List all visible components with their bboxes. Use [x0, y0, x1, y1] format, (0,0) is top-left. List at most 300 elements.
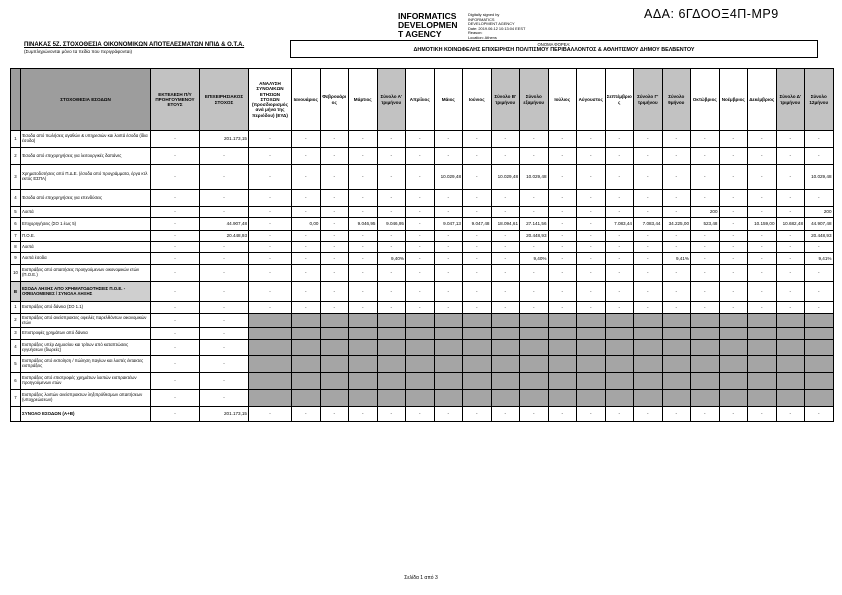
row-label: Εισπράξεις λοιπών ανείσπρακτων ληξιπρόθεσμων απαιτήσεων (υποχρεώσεων) [21, 390, 151, 407]
value-cell: - [748, 282, 777, 302]
value-cell: - [577, 265, 606, 282]
blocked-cell [520, 314, 549, 328]
value-cell: - [377, 131, 406, 148]
row-number: 5 [11, 356, 21, 373]
blocked-cell [292, 390, 321, 407]
column-header: Σύνολο Α' τριμήνου [377, 69, 406, 131]
value-cell: - [406, 131, 435, 148]
value-cell: - [151, 407, 200, 422]
value-cell: 201.173,15 [200, 131, 249, 148]
stamp-signature-line: Digitally signed by [468, 12, 500, 17]
column-header: Οκτώβριος [691, 69, 720, 131]
value-cell: - [377, 407, 406, 422]
value-cell: - [719, 242, 748, 253]
blocked-cell [748, 340, 777, 356]
value-cell: - [151, 328, 200, 340]
value-cell: - [719, 282, 748, 302]
blocked-cell [662, 314, 691, 328]
row-label: Χρηματοδοτήσεις από Π.Δ.Ε. (έσοδα από προγράμματα, έργα κτλ εκτός ΕΣΠΑ) [21, 165, 151, 190]
value-cell: - [320, 190, 349, 207]
value-cell: 9,40% [377, 253, 406, 265]
value-cell: - [463, 407, 492, 422]
value-cell: - [292, 265, 321, 282]
blocked-cell [349, 314, 378, 328]
table-row [11, 218, 834, 231]
value-cell: - [719, 131, 748, 148]
value-cell: - [634, 190, 663, 207]
blocked-cell [776, 390, 805, 407]
blocked-cell [349, 328, 378, 340]
value-cell: - [520, 265, 549, 282]
value-cell: - [548, 407, 577, 422]
value-cell: - [349, 190, 378, 207]
value-cell: 9.046,95 [349, 218, 378, 231]
value-cell: - [406, 218, 435, 231]
stamp-signature-details [468, 12, 540, 41]
value-cell: - [200, 265, 249, 282]
row-label: Π.Ο.Ε. [21, 231, 151, 242]
value-cell: - [491, 131, 520, 148]
value-cell: - [491, 282, 520, 302]
blocked-cell [577, 390, 606, 407]
income-targets-header: ΣΤΟΧΟΘΕΣΙΑ ΕΣΟΔΩΝ [21, 69, 151, 131]
value-cell: 34.225,00 [662, 218, 691, 231]
value-cell: - [577, 231, 606, 242]
row-label: Λοιπά [21, 207, 151, 218]
blocked-cell [548, 340, 577, 356]
blocked-cell [463, 314, 492, 328]
table-row [11, 190, 834, 207]
row-label: Έσοδα από πωλήσεις αγαθών & υπηρεσιών και λοιπά έσοδα (ίδια έσοδα) [21, 131, 151, 148]
value-cell: 18.094,61 [491, 218, 520, 231]
blocked-cell [491, 373, 520, 390]
value-cell: - [406, 253, 435, 265]
value-cell: - [605, 131, 634, 148]
value-cell: - [577, 165, 606, 190]
blocked-cell [719, 373, 748, 390]
value-cell: - [605, 282, 634, 302]
value-cell: 200 [691, 207, 720, 218]
blocked-cell [605, 328, 634, 340]
blocked-cell [748, 390, 777, 407]
stamp-agency-line: T AGENCY [398, 29, 442, 39]
value-cell: - [377, 242, 406, 253]
blocked-cell [491, 314, 520, 328]
value-cell: - [200, 165, 249, 190]
value-cell: - [200, 340, 249, 356]
value-cell: - [434, 207, 463, 218]
value-cell: - [662, 148, 691, 165]
stamp-agency-name [398, 12, 464, 41]
value-cell: - [249, 265, 292, 282]
value-cell: 9,40% [520, 253, 549, 265]
blocked-cell [463, 328, 492, 340]
value-cell: - [634, 302, 663, 314]
value-cell: - [662, 131, 691, 148]
value-cell: - [776, 253, 805, 265]
blocked-cell [691, 314, 720, 328]
value-cell: - [662, 231, 691, 242]
value-cell: - [349, 282, 378, 302]
blocked-cell [805, 356, 834, 373]
column-header: Απρίλιος [406, 69, 435, 131]
table-row [11, 356, 834, 373]
blocked-cell [377, 356, 406, 373]
value-cell: - [151, 282, 200, 302]
value-cell: - [249, 282, 292, 302]
value-cell: - [249, 207, 292, 218]
blocked-cell [520, 328, 549, 340]
value-cell: - [691, 190, 720, 207]
targets-table [10, 68, 834, 422]
row-label: Λοιπά έσοδα [21, 253, 151, 265]
stamp-signature-line: DEVELOPMENT AGENCY [468, 21, 515, 27]
value-cell: - [463, 282, 492, 302]
value-cell: - [200, 207, 249, 218]
stamp-signature-line: Reason: [468, 30, 483, 36]
value-cell: - [292, 207, 321, 218]
value-cell: - [776, 302, 805, 314]
row-label: Εισπράξεις από ανείσπρακτες οφειλές παρελθόντων οικονομικών ετών [21, 314, 151, 328]
value-cell: - [719, 148, 748, 165]
value-cell: - [320, 218, 349, 231]
table-row [11, 207, 834, 218]
value-cell: - [805, 302, 834, 314]
blocked-cell [406, 314, 435, 328]
value-cell: - [320, 207, 349, 218]
value-cell: - [577, 190, 606, 207]
value-cell: - [719, 253, 748, 265]
blocked-cell [434, 340, 463, 356]
row-label: Εισπράξεις υπέρ Δημοσίου και τρίτων από καταπτώσεις εγγυήσεων (δωρεές) [21, 340, 151, 356]
value-cell: - [349, 207, 378, 218]
value-cell: - [463, 265, 492, 282]
row-number: 6 [11, 373, 21, 390]
value-cell: - [520, 242, 549, 253]
blocked-cell [719, 390, 748, 407]
value-cell: - [249, 148, 292, 165]
blocked-cell [605, 373, 634, 390]
value-cell: - [377, 148, 406, 165]
row-number: 8 [11, 242, 21, 253]
blocked-cell [748, 356, 777, 373]
value-cell: - [463, 242, 492, 253]
blocked-cell [520, 373, 549, 390]
row-number: 7 [11, 390, 21, 407]
page-subtitle: (Συμπληρώνονται μόνο τα πεδία που περιγράφονται) [24, 49, 132, 54]
value-cell: - [805, 190, 834, 207]
value-cell: - [805, 148, 834, 165]
blocked-cell [520, 390, 549, 407]
value-cell: - [406, 302, 435, 314]
value-cell: - [548, 190, 577, 207]
value-cell: 9,41% [805, 253, 834, 265]
blocked-cell [491, 340, 520, 356]
value-cell: - [349, 165, 378, 190]
row-number: 1 [11, 302, 21, 314]
blocked-cell [805, 390, 834, 407]
value-cell: 20.448,93 [520, 231, 549, 242]
value-cell: - [320, 131, 349, 148]
blocked-cell [548, 356, 577, 373]
ada-code: ΑΔΑ: 6ΓΔΟΟΞ4Π-ΜΡ9 [644, 7, 779, 21]
value-cell: 200 [805, 207, 834, 218]
value-cell: - [634, 131, 663, 148]
value-cell: - [776, 407, 805, 422]
row-label: Εισπράξεις από απαιτήσεις προηγούμενων οικονομικών ετών (Π.Ο.Ε.) [21, 265, 151, 282]
value-cell: - [151, 242, 200, 253]
blocked-cell [577, 314, 606, 328]
value-cell: - [520, 282, 549, 302]
value-cell: - [151, 265, 200, 282]
value-cell: - [776, 190, 805, 207]
blocked-cell [605, 314, 634, 328]
column-header: Μάρτιος [349, 69, 378, 131]
value-cell: - [292, 131, 321, 148]
blocked-cell [434, 390, 463, 407]
value-cell: 10.029,48 [434, 165, 463, 190]
value-cell: - [805, 131, 834, 148]
row-number: 3 [11, 328, 21, 340]
value-cell: - [605, 253, 634, 265]
blocked-cell [463, 390, 492, 407]
value-cell: - [776, 231, 805, 242]
row-number: 5 [11, 207, 21, 218]
blocked-cell [406, 340, 435, 356]
value-cell: 7.083,44 [634, 218, 663, 231]
value-cell: - [292, 407, 321, 422]
value-cell: - [748, 207, 777, 218]
blocked-cell [548, 328, 577, 340]
value-cell: - [200, 148, 249, 165]
value-cell: - [151, 356, 200, 373]
page-title: ΠΙΝΑΚΑΣ 5Ζ. ΣΤΟΧΟΘΕΣΙΑ ΟΙΚΟΝΟΜΙΚΩΝ ΑΠΟΤΕΛΕΣΜΑΤΩΝ ΝΠΙΔ & Ο.Τ.Α. [24, 42, 245, 48]
value-cell: - [434, 265, 463, 282]
value-cell: - [434, 231, 463, 242]
value-cell: - [691, 407, 720, 422]
value-cell: 44.907,48 [200, 218, 249, 231]
row-label: Λοιπά [21, 242, 151, 253]
value-cell: 20.448,93 [200, 231, 249, 242]
value-cell: - [491, 253, 520, 265]
value-cell: - [605, 165, 634, 190]
column-header: Σύνολο 9μήνου [662, 69, 691, 131]
value-cell: - [292, 253, 321, 265]
value-cell: - [292, 165, 321, 190]
column-header: Σύνολο Β' τριμήνου [491, 69, 520, 131]
value-cell: - [719, 218, 748, 231]
row-number: 9 [11, 253, 21, 265]
value-cell: - [491, 231, 520, 242]
value-cell: - [776, 207, 805, 218]
value-cell: - [491, 407, 520, 422]
blocked-cell [377, 314, 406, 328]
blocked-cell [548, 314, 577, 328]
value-cell: - [200, 314, 249, 328]
column-header: Αύγουστος [577, 69, 606, 131]
value-cell: - [463, 207, 492, 218]
value-cell: 9.047,48 [463, 218, 492, 231]
value-cell: - [349, 265, 378, 282]
value-cell: - [491, 190, 520, 207]
blocked-cell [577, 356, 606, 373]
value-cell: - [634, 207, 663, 218]
blocked-cell [249, 328, 292, 340]
blocked-cell [463, 373, 492, 390]
blocked-cell [249, 356, 292, 373]
blocked-cell [634, 314, 663, 328]
blocked-cell [434, 314, 463, 328]
value-cell: - [577, 148, 606, 165]
value-cell: - [200, 390, 249, 407]
row-number: 1 [11, 131, 21, 148]
value-cell: - [577, 207, 606, 218]
blocked-cell [776, 340, 805, 356]
row-number: 2 [11, 148, 21, 165]
value-cell: - [719, 165, 748, 190]
value-cell: - [634, 407, 663, 422]
value-cell: - [320, 165, 349, 190]
blocked-cell [491, 390, 520, 407]
value-cell: - [151, 218, 200, 231]
blocked-cell [691, 373, 720, 390]
value-cell: - [634, 165, 663, 190]
column-header: Μάιος [434, 69, 463, 131]
value-cell: - [691, 242, 720, 253]
row-number [11, 407, 21, 422]
value-cell: - [548, 231, 577, 242]
value-cell: - [377, 231, 406, 242]
value-cell: - [349, 302, 378, 314]
value-cell: - [548, 218, 577, 231]
value-cell: - [151, 165, 200, 190]
row-number: 7 [11, 231, 21, 242]
entity-header-box [290, 40, 818, 58]
stamp-signature-line: INFORMATICS [468, 16, 495, 22]
value-cell: 9,41% [662, 253, 691, 265]
blocked-cell [463, 340, 492, 356]
blocked-cell [491, 356, 520, 373]
value-cell: - [434, 302, 463, 314]
column-header: Φεβρουάριος [320, 69, 349, 131]
value-cell: - [520, 148, 549, 165]
blocked-cell [634, 356, 663, 373]
value-cell: - [548, 165, 577, 190]
value-cell: - [520, 207, 549, 218]
blocked-cell [406, 356, 435, 373]
table-row [11, 231, 834, 242]
blocked-cell [320, 373, 349, 390]
column-header: Ιούνιος [463, 69, 492, 131]
value-cell: - [748, 407, 777, 422]
blocked-cell [691, 356, 720, 373]
value-cell: - [151, 131, 200, 148]
value-cell: - [406, 165, 435, 190]
value-cell: - [691, 265, 720, 282]
row-label: Επιστροφές χρημάτων από δάνεια [21, 328, 151, 340]
row-label: Εισπράξεις από επιστροφές χρημάτων λοιπών εισπρακτέων προηγούμενων ετών [21, 373, 151, 390]
value-cell: - [548, 131, 577, 148]
title-block [24, 42, 286, 55]
value-cell: - [320, 302, 349, 314]
stamp-signature-line: Date: 2019.06.12 10:13:04 EEST [468, 25, 526, 31]
blocked-cell [577, 373, 606, 390]
value-cell: - [748, 231, 777, 242]
entity-name: ΔΗΜΟΤΙΚΗ ΚΟΙΝΩΦΕΛΗΣ ΕΠΙΧΕΙΡΗΣΗ ΠΟΛΙΤΙΣΜΟΥ ΠΕΡΙΒΑΛΛΟΝΤΟΣ & ΑΘΛΗΤΙΣΜΟΥ ΔΗΜΟΥ ΒΕΛΒΕΝΤΟΥ [413, 47, 695, 53]
value-cell: - [662, 242, 691, 253]
blocked-cell [805, 340, 834, 356]
column-header: Ιούλιος [548, 69, 577, 131]
value-cell: - [151, 302, 200, 314]
blocked-cell [491, 328, 520, 340]
blocked-cell [776, 373, 805, 390]
blocked-cell [662, 390, 691, 407]
value-cell: - [520, 190, 549, 207]
value-cell: - [605, 231, 634, 242]
value-cell: - [349, 231, 378, 242]
value-cell: - [520, 302, 549, 314]
value-cell: - [634, 242, 663, 253]
value-cell: - [748, 265, 777, 282]
value-cell: - [200, 242, 249, 253]
value-cell: - [662, 407, 691, 422]
value-cell: - [349, 242, 378, 253]
value-cell: - [434, 190, 463, 207]
value-cell: - [200, 282, 249, 302]
value-cell: - [748, 148, 777, 165]
table-row [11, 242, 834, 253]
value-cell: - [200, 328, 249, 340]
value-cell: - [634, 265, 663, 282]
value-cell: 10.029,48 [805, 165, 834, 190]
row-number: 6 [11, 218, 21, 231]
value-cell: - [662, 282, 691, 302]
value-cell: - [463, 131, 492, 148]
row-label: ΣΥΝΟΛΟ ΕΣΟΔΩΝ (Α+Β) [21, 407, 151, 422]
blocked-cell [463, 356, 492, 373]
value-cell: 10.029,48 [520, 165, 549, 190]
value-cell: 0,00 [292, 218, 321, 231]
value-cell: - [634, 231, 663, 242]
blocked-cell [406, 373, 435, 390]
value-cell: - [776, 282, 805, 302]
blocked-cell [406, 390, 435, 407]
value-cell: - [748, 242, 777, 253]
blocked-cell [349, 390, 378, 407]
value-cell: - [249, 242, 292, 253]
value-cell: - [377, 302, 406, 314]
blocked-cell [691, 328, 720, 340]
value-cell: - [548, 242, 577, 253]
stamp-agency-line: DEVELOPMEN [398, 20, 458, 30]
value-cell: - [805, 282, 834, 302]
value-cell: - [605, 148, 634, 165]
entity-label: ΟΝΟΜΑ ΦΟΡΕΑ: [537, 42, 571, 47]
value-cell: - [520, 131, 549, 148]
table-row [11, 328, 834, 340]
blocked-cell [377, 390, 406, 407]
value-cell: - [249, 302, 292, 314]
table-row [11, 253, 834, 265]
row-label: Εισπράξεις από εκποίηση / πώληση παγίων και λοιπές έκτακτες εισπράξεις [21, 356, 151, 373]
value-cell: - [463, 253, 492, 265]
value-cell: - [406, 231, 435, 242]
row-label: ΕΣΟΔΑ ΛΗΞΗΣ ΑΠΟ ΧΡΗΜΑΤΟΔΟΤΗΣΕΙΣ Π.Ο.Ε. - ΟΦΕΙΛΟΜΕΝΕΣ / ΣΥΝΟΛΑ ΛΗΞΗΣ [21, 282, 151, 302]
value-cell: - [349, 148, 378, 165]
value-cell: - [200, 253, 249, 265]
value-cell: - [434, 282, 463, 302]
value-cell: - [691, 282, 720, 302]
